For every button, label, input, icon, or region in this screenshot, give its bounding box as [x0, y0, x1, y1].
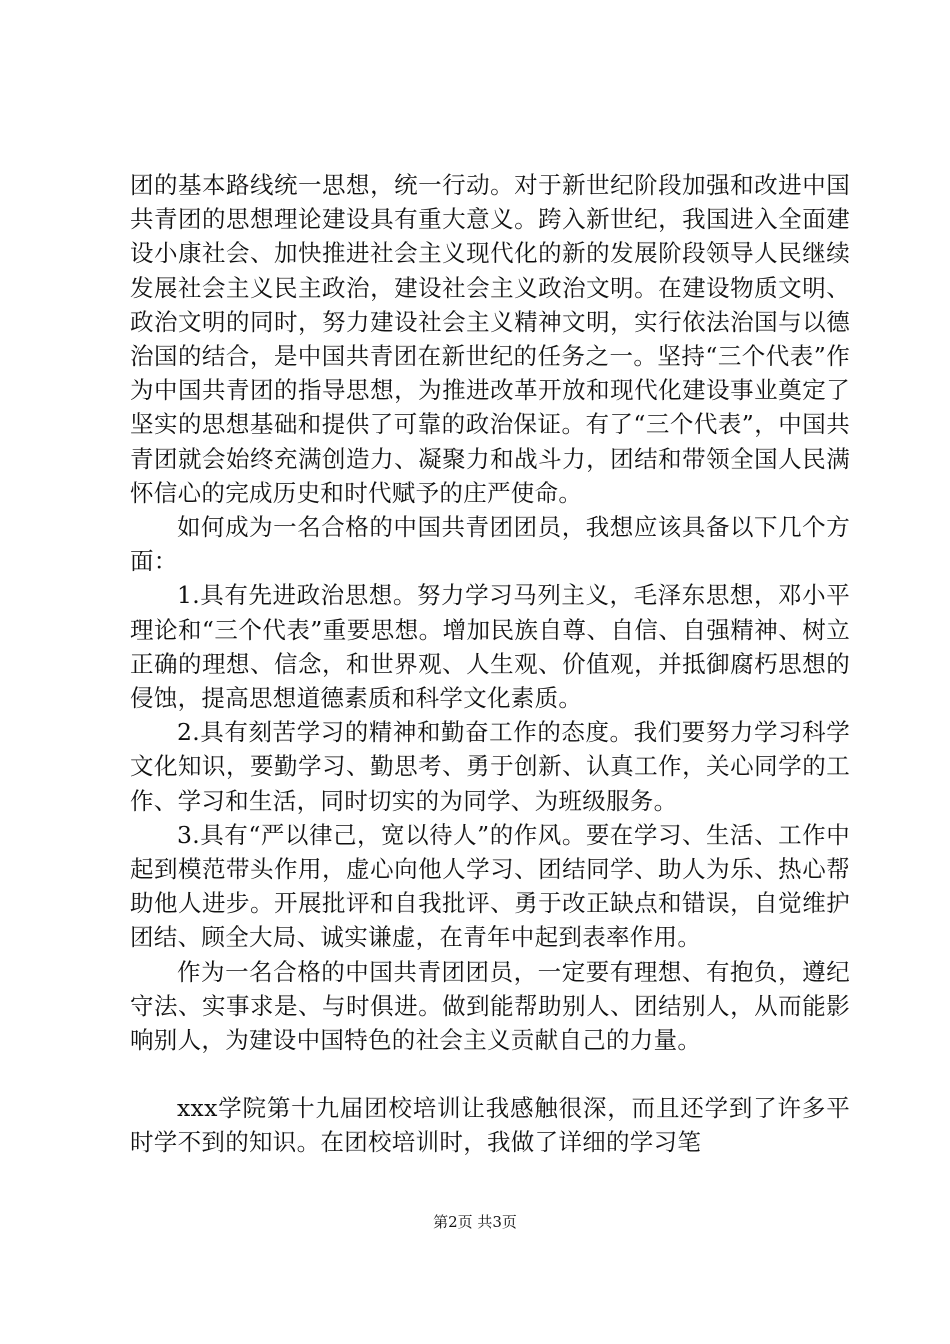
paragraph-3: 1.具有先进政治思想。努力学习马列主义，毛泽东思想，邓小平理论和“三个代表”重要思想。增加民族自尊、自信、自强精神、树立正确的理想、信念，和世界观、人生观、价值观，并抵御腐朽思想的侵蚀，提高思想道德素质和科学文化素质。 [130, 581, 850, 713]
paragraph-5: 3.具有“严以律己，宽以待人”的作风。要在学习、生活、工作中起到模范带头作用，虚心向他人学习、团结同学、助人为乐、热心帮助他人进步。开展批评和自我批评、勇于改正缺点和错误，自觉维护团结、顾全大局、诚实谦虚，在青年中起到表率作用。 [130, 820, 850, 952]
paragraph-7: xxx学院第十九届团校培训让我感触很深，而且还学到了许多平时学不到的知识。在团校培训时，我做了详细的学习笔 [130, 1094, 850, 1157]
paragraph-2: 如何成为一名合格的中国共青团团员，我想应该具备以下几个方面： [130, 513, 850, 576]
paragraph-4: 2.具有刻苦学习的精神和勤奋工作的态度。我们要努力学习科学文化知识，要勤学习、勤思考、勇于创新、认真工作，关心同学的工作、学习和生活，同时切实的为同学、为班级服务。 [130, 718, 850, 815]
paragraph-1: 团的基本路线统一思想，统一行动。对于新世纪阶段加强和改进中国共青团的思想理论建设具有重大意义。跨入新世纪，我国进入全面建设小康社会、加快推进社会主义现代化的新的发展阶段领导人民继续发展社会主义民主政治，建设社会主义政治文明。在建设物质文明、政治文明的同时，努力建设社会主义精神文明，实行依法治国与以德治国的结合，是中国共青团在新世纪的任务之一。坚持“三个代表”作为中国共青团的指导思想，为推进改革开放和现代化建设事业奠定了坚实的思想基础和提供了可靠的政治保证。有了“三个代表”，中国共青团就会始终充满创造力、凝聚力和战斗力，团结和带领全国人民满怀信心的完成历史和时代赋予的庄严使命。 [130, 171, 850, 507]
document-body [130, 168, 850, 1160]
paragraph-spacer [130, 1057, 850, 1091]
paragraph-6: 作为一名合格的中国共青团团员，一定要有理想、有抱负，遵纪守法、实事求是、与时俱进。做到能帮助别人、团结别人，从而能影响别人，为建设中国特色的社会主义贡献自己的力量。 [130, 957, 850, 1055]
page-footer: 第2页 共3页 [433, 1213, 517, 1231]
